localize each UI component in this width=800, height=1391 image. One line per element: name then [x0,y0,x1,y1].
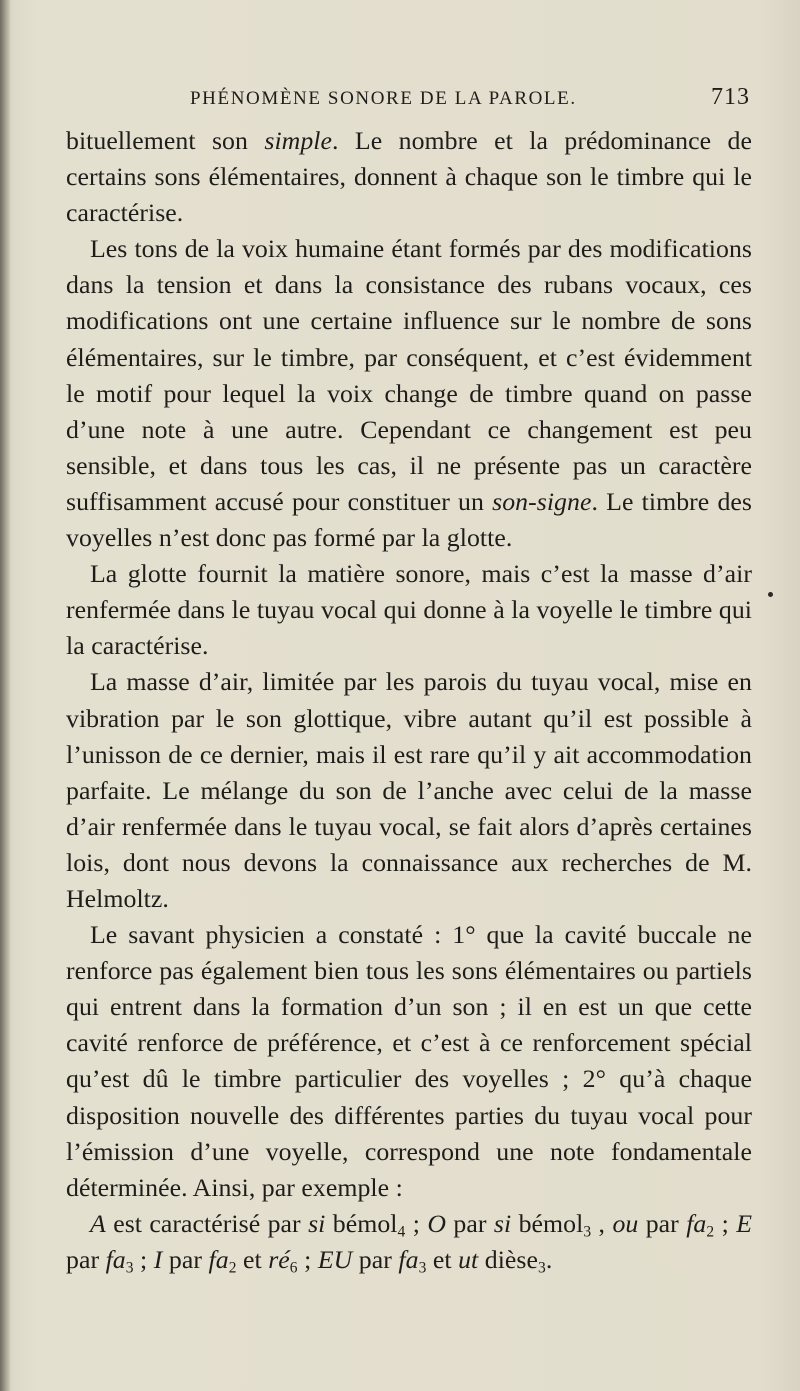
running-head: PHÉNOMÈNE SONORE DE LA PAROLE. [190,88,577,109]
paragraph-3: La glotte fournit la matière sonore, mais c’est la masse d’air renfermée dans le tuyau vocal qui donne à la voyelle le timbre qui la caractérise. [66,559,752,661]
book-spine-shadow [0,0,10,1391]
margin-ink-dot [768,592,773,597]
italic-son-signe: son-signe [492,486,592,516]
page-header [190,84,750,114]
paragraph-5: Le savant physicien a constaté : 1° que la cavité buccale ne renforce pas également bien tous les sons élémentaires ou partiels qui entrent dans la formation d’un son ; il en est un que cette cavité renforce de préférence, et c’est à ce renforcement spécial qu’est dû le timbre particulier des voyelles ; 2° qu’à chaque disposition nouvelle des différentes parties du tuyau vocal pour l’émission d’une voyelle, correspond une note fondamentale déterminée. Ainsi, par exemple : [66,920,752,1202]
page-number: 713 [711,84,750,110]
paragraph-4: La masse d’air, limitée par les parois du tuyau vocal, mise en vibration par le son glottique, vibre autant qu’il est possible à l’unisson de ce dernier, mais il est rare qu’il y ait accommodation parfaite. Le mélange du son de l’anche avec celui de la masse d’air renfermée dans le tuyau vocal, se fait alors d’après certaines lois, dont nous devons la connaissance aux recherches de M. Helmoltz. [66,667,752,913]
examples-line: A est caractérisé par si bémol$_4$ ; O par si bémol$_3$ , ou par $fa_2$ ; E par $fa_3$ ; I par $fa_2$ et $ré_6$ ; EU par $fa_3$ et ut dièse$_3$. [66,1208,753,1277]
italic-simple: simple [264,126,333,155]
body-text [66,123,752,1278]
paragraph-1: bituellement son simple. Le nombre et la prédominance de certains sons élémentaires, donnent à chaque son le timbre qui le caractérise. [66,126,752,228]
paragraph-2: Les tons de la voix humaine étant formés par des modifications dans la tension et dans la consistance des rubans vocaux, ces modifications ont une certaine influence sur le nombre de sons élémentaires, sur le timbre, par conséquent, et c’est évidemment le motif pour lequel la voix change de timbre quand on passe d’une note à une autre. Cependant ce changement est peu sensible, et dans tous les cas, il ne présente pas un caractère suffisamment accusé pour constituer un son-signe. Le timbre des voyelles n’est donc pas formé par la glotte. [66,234,753,553]
